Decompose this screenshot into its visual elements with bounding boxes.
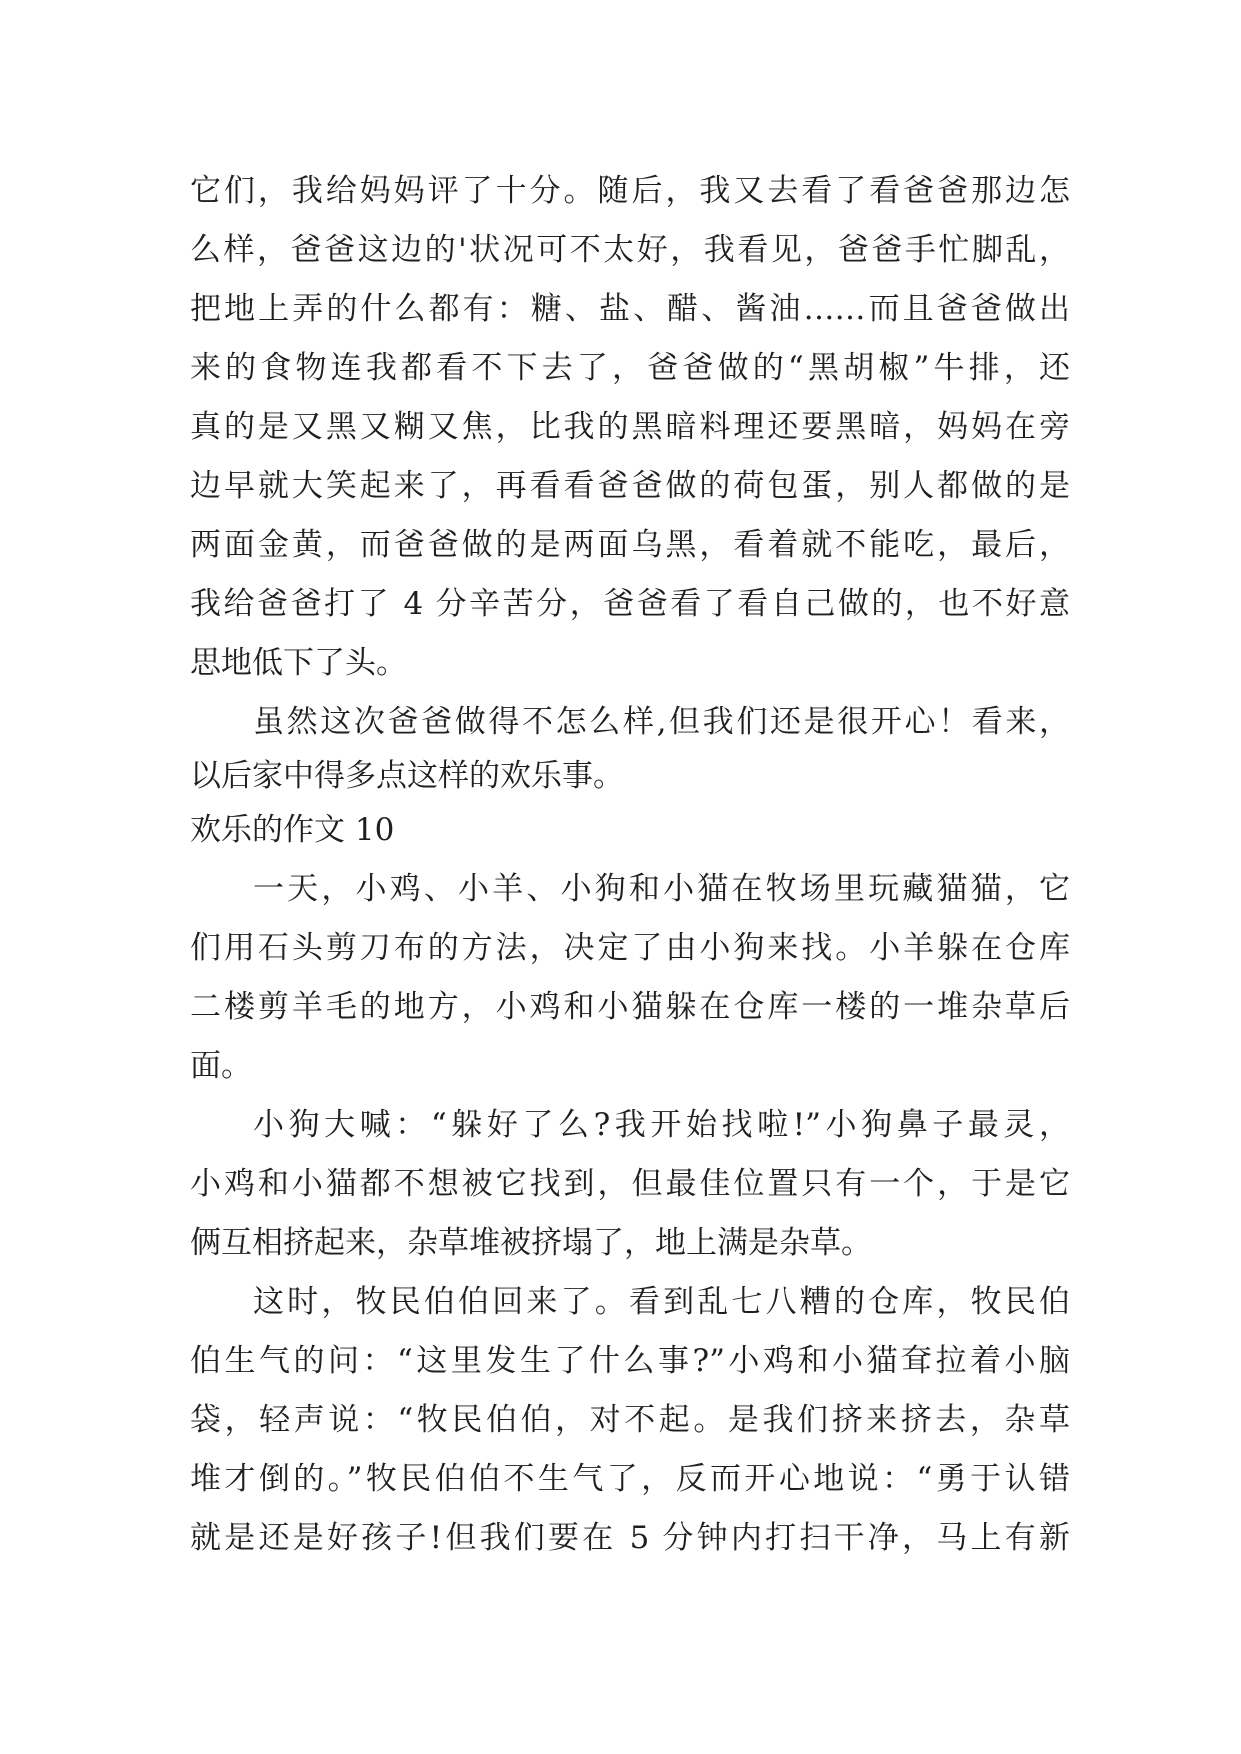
paragraph-first-line: 一天，小鸡、小羊、小狗和小猫在牧场里玩藏猫猫，它: [253, 871, 1070, 907]
text-line: 我给爸爸打了 4 分辛苦分，爸爸看了看自己做的，也不好意: [190, 586, 1070, 622]
paragraph-first-line: 虽然这次爸爸做得不怎么样,但我们还是很开心！看来，: [253, 704, 1070, 740]
text-line: 以后家中得多点这样的欢乐事。: [190, 758, 624, 794]
paragraph-first-line: 小狗大喊：“躲好了么?我开始找啦!”小狗鼻子最灵，: [253, 1107, 1070, 1143]
text-line: 它们，我给妈妈评了十分。随后，我又去看了看爸爸那边怎: [190, 173, 1070, 209]
paragraph-first-line: 这时，牧民伯伯回来了。看到乱七八糟的仓库，牧民伯: [253, 1284, 1070, 1320]
text-line: 二楼剪羊毛的地方，小鸡和小猫躲在仓库一楼的一堆杂草后: [190, 989, 1070, 1025]
document-body: [190, 162, 1070, 1568]
text-line: 来的食物连我都看不下去了，爸爸做的“黑胡椒”牛排，还: [190, 350, 1070, 386]
text-line: 堆才倒的。”牧民伯伯不生气了，反而开心地说：“勇于认错: [190, 1461, 1070, 1497]
text-line: 边早就大笑起来了，再看看爸爸做的荷包蛋，别人都做的是: [190, 468, 1070, 504]
text-line: 把地上弄的什么都有：糖、盐、醋、酱油……而且爸爸做出: [190, 291, 1070, 327]
text-line: 么样，爸爸这边的'状况可不太好，我看见，爸爸手忙脚乱，: [190, 232, 1070, 268]
text-line: 面。: [190, 1048, 252, 1084]
text-line: 袋，轻声说：“牧民伯伯，对不起。是我们挤来挤去，杂草: [190, 1402, 1070, 1438]
text-line: 小鸡和小猫都不想被它找到，但最佳位置只有一个，于是它: [190, 1166, 1070, 1202]
text-line: 就是还是好孩子!但我们要在 5 分钟内打扫干净，马上有新: [190, 1520, 1070, 1556]
text-line: 们用石头剪刀布的方法，决定了由小狗来找。小羊躲在仓库: [190, 930, 1070, 966]
text-line: 两面金黄，而爸爸做的是两面乌黑，看着就不能吃，最后，: [190, 527, 1070, 563]
text-line: 真的是又黑又糊又焦，比我的黑暗料理还要黑暗，妈妈在旁: [190, 409, 1070, 445]
text-line: 思地低下了头。: [190, 645, 407, 681]
section-heading: 欢乐的作文 10: [190, 812, 395, 848]
text-line: 伯生气的问：“这里发生了什么事?”小鸡和小猫耷拉着小脑: [190, 1343, 1070, 1379]
text-line: 俩互相挤起来，杂草堆被挤塌了，地上满是杂草。: [190, 1225, 872, 1261]
